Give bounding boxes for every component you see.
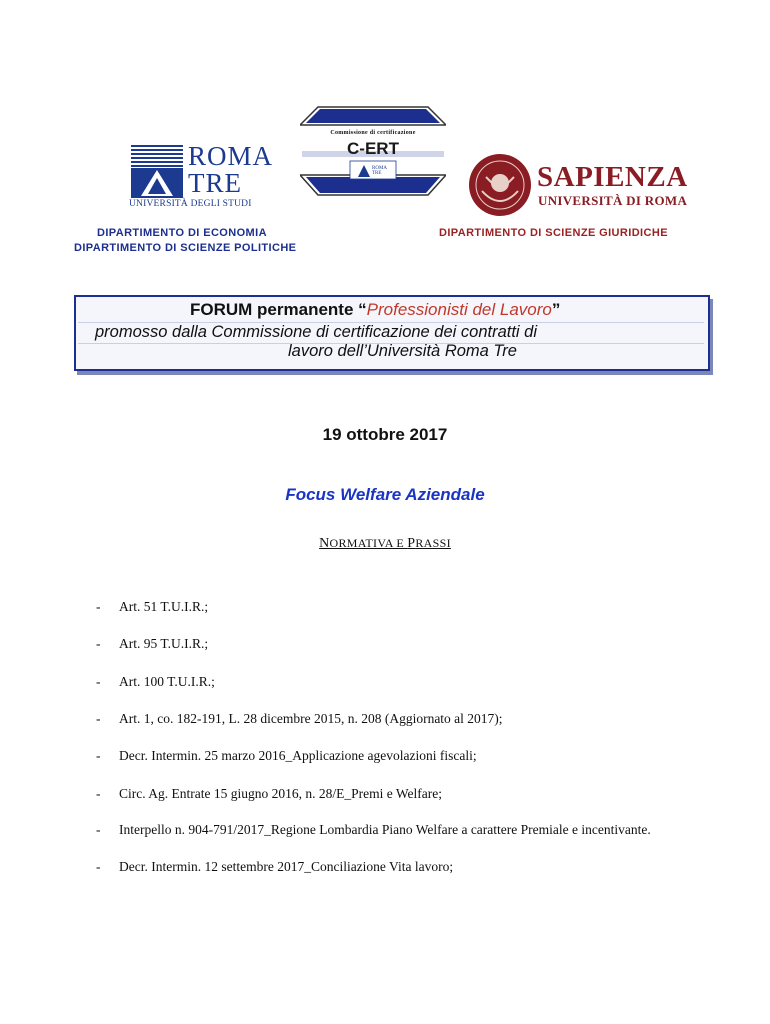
list-item: Art. 51 T.U.I.R.; <box>119 599 209 614</box>
section-heading <box>0 536 770 552</box>
dept-economia: DIPARTIMENTO DI ECONOMIA <box>97 227 267 239</box>
cert-inner-text: ROMA TRE <box>372 166 387 176</box>
event-date: 19 ottobre 2017 <box>322 425 448 444</box>
list-item: Art. 1, co. 182-191, L. 28 dicembre 2015, n. 208 (Aggiornato al 2017); <box>119 711 503 726</box>
roma-tre-subtitle: UNIVERSITÀ DEGLI STUDI <box>129 199 252 209</box>
focus-title: Focus Welfare Aziendale <box>285 485 485 504</box>
dept-scienze-giuridiche: DIPARTIMENTO DI SCIENZE GIURIDICHE <box>439 227 668 239</box>
list-item: Decr. Intermin. 25 marzo 2016_Applicazione agevolazioni fiscali; <box>119 748 477 763</box>
list-item-marker: - <box>96 859 101 874</box>
list-item: Interpello n. 904-791/2017_Regione Lombardia Piano Welfare a carattere Premiale e incentivante. <box>119 822 651 837</box>
list-item-marker: - <box>96 822 101 837</box>
sapienza-seal-icon <box>468 153 532 217</box>
cert-top-text: Commissione di certificazione <box>330 130 416 136</box>
list-item-marker: - <box>96 711 101 726</box>
forum-title-suffix: ” <box>551 300 561 319</box>
sapienza-subtitle: UNIVERSITÀ DI ROMA <box>538 193 688 208</box>
list-item-marker: - <box>96 674 101 689</box>
roma-tre-emblem-icon <box>127 144 185 200</box>
list-item-marker: - <box>96 599 101 614</box>
section-heading-initial-p: P <box>407 536 416 551</box>
roma-tre-word-tre: TRE <box>188 168 242 198</box>
forum-subtitle-line2: lavoro dell’Università Roma Tre <box>288 342 517 360</box>
list-item: Decr. Intermin. 12 settembre 2017_Conciliazione Vita lavoro; <box>119 859 454 874</box>
list-item-marker: - <box>96 636 101 651</box>
section-heading-initial-n: N <box>319 536 330 551</box>
list-item: Art. 100 T.U.I.R.; <box>119 674 215 689</box>
list-item-marker: - <box>96 748 101 763</box>
forum-subtitle-line1: promosso dalla Commissione di certificazione dei contratti di <box>95 323 538 341</box>
forum-title-highlight: Professionisti del Lavoro <box>366 300 552 319</box>
sapienza-seal <box>468 153 532 217</box>
sapienza-name: SAPIENZA <box>537 161 688 193</box>
section-heading-text-1: ORMATIVA E <box>329 536 408 550</box>
roma-tre-word-roma: ROMA <box>188 141 274 171</box>
forum-title-prefix: FORUM permanente “ <box>190 300 367 319</box>
section-heading-text-2: RASSI <box>415 536 451 550</box>
list-item-marker: - <box>96 786 101 801</box>
dept-scienze-politiche: DIPARTIMENTO DI SCIENZE POLITICHE <box>74 242 297 254</box>
cert-main-text: C-ERT <box>347 139 399 158</box>
list-item: Art. 95 T.U.I.R.; <box>119 636 209 651</box>
list-item: Circ. Ag. Entrate 15 giugno 2016, n. 28/E_Premi e Welfare; <box>119 786 442 801</box>
forum-title <box>190 300 560 320</box>
